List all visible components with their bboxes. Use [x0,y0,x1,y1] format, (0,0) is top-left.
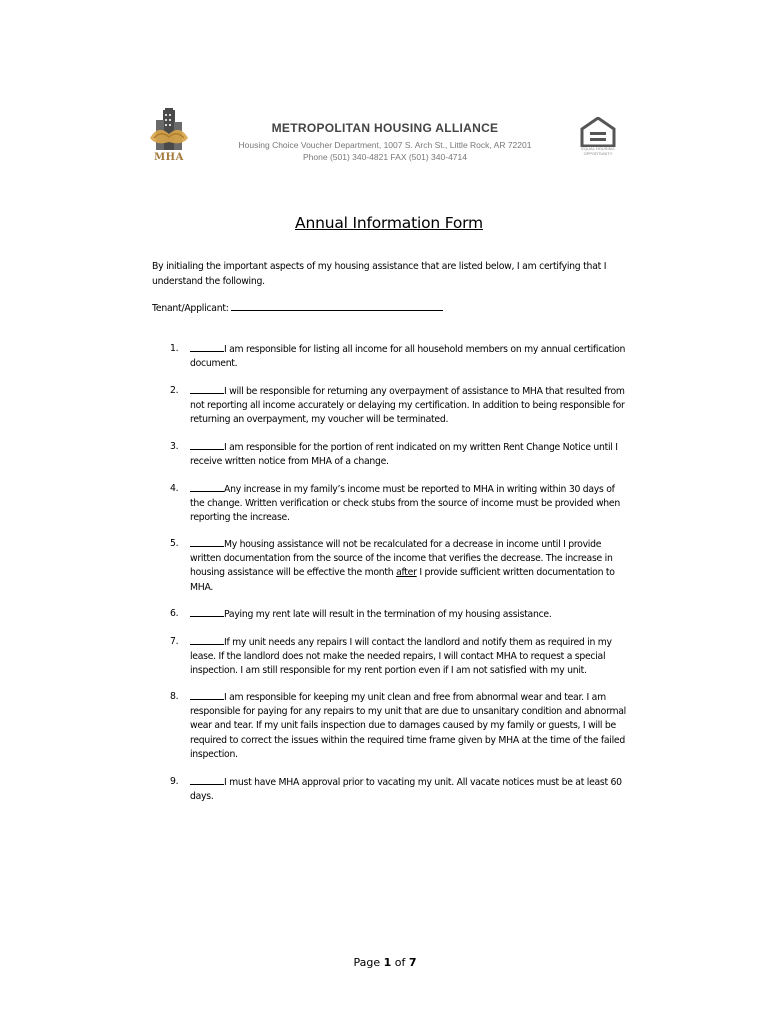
page-number [300,956,470,969]
organization-phone: Phone (501) 340-4821 FAX (501) 340-4714 [303,152,467,162]
item-text: I am responsible for the portion of rent indicated on my written Rent Change Notice until I receive written notice from MHA of a change. [190,442,618,468]
item-text: I will be responsible for returning any overpayment of assistance to MHA that resulted from not reporting all income accurately or delaying my certification. In addition to being responsible for returning an overpayment, my voucher will be terminated. [190,386,625,426]
page-of: of [394,956,406,969]
item-text: I am responsible for keeping my unit clean and free from abnormal wear and tear. I am responsible for paying for any repairs to my unit that are due to unsanitary condition and abnormal wear and tear. If my unit fails inspection due to damages caused by my family or guests, I will be required to correct the issues within the required time frame given by MHA at the time of the failed inspection. [190,692,626,760]
item-text: Paying my rent late will result in the termination of my housing assistance. [224,609,552,620]
initial-blank[interactable] [190,537,224,547]
initial-blank[interactable] [190,775,224,785]
form-title: Annual Information Form [295,214,483,232]
item-number: 9. [170,776,179,787]
item-number: 3. [170,441,179,452]
intro-paragraph: By initialing the important aspects of my housing assistance that are listed below, I am certifying that I understand the following. [152,261,607,287]
page-label: Page [353,956,381,969]
initial-blank[interactable] [190,635,224,645]
item-text-emphasis: after [396,567,417,579]
initial-blank[interactable] [190,482,224,492]
initial-blank[interactable] [190,384,224,394]
initial-blank[interactable] [190,440,224,450]
logo-text: MHA [154,152,184,163]
item-number: 4. [170,483,179,494]
equal-housing-caption: EQUAL HOUSING OPPORTUNITY [581,146,615,156]
initial-blank[interactable] [190,607,224,617]
item-number: 6. [170,608,179,619]
item-text: My housing assistance will not be recalculated for a decrease in income until I provide written documentation from the source of the income that verifies the decrease. The increase in housing assistance will be effective the month [190,539,613,579]
item-text: Any increase in my family’s income must be reported to MHA in writing within 30 days of the change. Written verification or check stubs from the source of income must be provided when reporting the increase. [190,484,620,524]
initial-blank[interactable] [190,342,224,352]
page-total: 7 [408,956,417,969]
item-text-end: I provide sufficient written documentation to MHA. [190,567,615,593]
tenant-applicant-label: Tenant/Applicant: [152,303,229,314]
item-number: 7. [170,636,179,647]
item-text: I must have MHA approval prior to vacating my unit. All vacate notices must be at least 60 days. [190,777,622,803]
item-number: 2. [170,385,179,396]
organization-name: METROPOLITAN HOUSING ALLIANCE [271,121,499,135]
initial-blank[interactable] [190,690,224,700]
organization-address: Housing Choice Voucher Department, 1007 S. Arch St., Little Rock, AR 72201 [238,140,532,150]
item-number: 1. [170,343,179,354]
item-text: If my unit needs any repairs I will contact the landlord and notify them as required in my lease. If the landlord does not make the needed repairs, I will contact MHA to request a special inspection. I am still responsible for my rent portion even if I am not satisfied with my unit. [190,637,612,677]
item-number: 5. [170,538,179,549]
item-text: I am responsible for listing all income for all household members on my annual certification document. [190,344,626,370]
page-current: 1 [383,956,392,969]
item-number: 8. [170,691,179,702]
